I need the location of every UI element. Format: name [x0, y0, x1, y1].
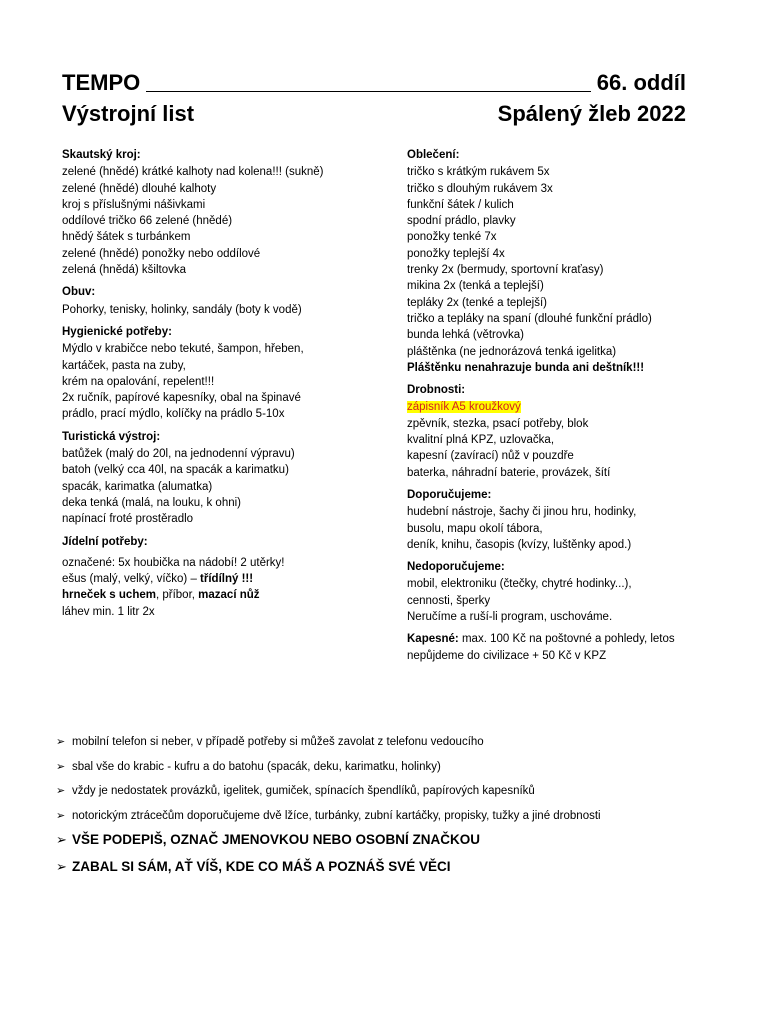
- list-item: cennosti, šperky: [407, 594, 491, 607]
- section-title: Nedoporučujeme:: [407, 561, 505, 574]
- list-item: busolu, mapu okolí tábora,: [407, 522, 543, 535]
- bold-note: Pláštěnku nenahrazuje bunda ani deštník!!!: [407, 361, 645, 374]
- notes-list: [56, 734, 746, 886]
- document-title: Výstrojní list: [62, 101, 195, 126]
- list-section: [62, 284, 382, 318]
- list-item: hudební nástroje, šachy či jinou hru, hodinky,: [407, 506, 637, 519]
- arrow-bullet-icon: ➢: [56, 832, 67, 847]
- list-section: [407, 631, 737, 664]
- section-title: Skautský kroj:: [62, 149, 141, 161]
- bullet-text: VŠE PODEPIŠ, OZNAČ JMENOVKOU NEBO OSOBNÍ ZNAČKOU: [72, 832, 481, 847]
- list-item: zelené (hnědé) dlouhé kalhoty: [62, 182, 217, 195]
- list-item: prádlo, prací mýdlo, kolíčky na prádlo 5-10x: [62, 408, 285, 421]
- list-item: mikina 2x (tenká a teplejší): [407, 280, 544, 293]
- list-item: batoh (velký cca 40l, na spacák a karimatku): [62, 464, 289, 477]
- list-item: batůžek (malý do 20l, na jednodenní výpravu): [62, 448, 295, 461]
- section-title: Obuv:: [62, 286, 96, 299]
- bullet-text: notorickým ztrácečům doporučujeme dvě lžíce, turbánky, zubní kartáčky, propisky, tužky a jiné drobnosti: [72, 809, 601, 822]
- item-text: ešus (malý, velký, víčko) –: [62, 573, 201, 586]
- list-item: ponožky teplejší 4x: [407, 247, 505, 260]
- section-title: Turistická výstroj:: [62, 430, 161, 443]
- event-name: Spálený žleb 2022: [497, 101, 686, 126]
- list-item: láhev min. 1 litr 2x: [62, 605, 155, 618]
- list-item: hnědý šátek s turbánkem: [62, 231, 191, 244]
- list-section: [407, 147, 737, 376]
- title-rule: [146, 91, 591, 92]
- arrow-bullet-icon: ➢: [56, 760, 66, 773]
- bullet-item: [56, 859, 746, 875]
- unit-number: 66. oddíl: [596, 70, 686, 95]
- list-item: nepůjdeme do civilizace + 50 Kč v KPZ: [407, 649, 607, 662]
- list-item: spacák, karimatka (alumatka): [62, 480, 213, 493]
- list-item: zelená (hnědá) kšiltovka: [62, 264, 187, 277]
- arrow-bullet-icon: ➢: [56, 859, 67, 874]
- list-item: kapesní (zavírací) nůž v pouzdře: [407, 450, 574, 463]
- list-item: tričko s krátkým rukávem 5x: [407, 166, 550, 179]
- bullet-item: [56, 808, 746, 824]
- item-emphasis: hrneček s uchem: [62, 589, 156, 602]
- list-item: 2x ručník, papírové kapesníky, obal na špinavé: [62, 392, 301, 405]
- list-item: deník, knihu, časopis (kvízy, luštěnky apod.): [407, 538, 632, 551]
- bullet-item: [56, 734, 746, 750]
- list-item: trenky 2x (bermudy, sportovní kraťasy): [407, 264, 604, 277]
- list-item: bunda lehká (větrovka): [407, 329, 524, 342]
- left-column: [62, 147, 382, 626]
- list-item: zpěvník, stezka, psací potřeby, blok: [407, 417, 589, 430]
- list-item: [407, 631, 737, 647]
- section-title: Oblečení:: [407, 149, 460, 161]
- list-item: baterka, náhradní baterie, provázek, šítí: [407, 466, 611, 479]
- list-section: [407, 382, 737, 481]
- item-text: , příbor,: [155, 589, 199, 602]
- bullet-item: [56, 783, 746, 799]
- list-item: [62, 587, 382, 603]
- list-item: tričko s dlouhým rukávem 3x: [407, 182, 553, 195]
- list-item: tričko a tepláky na spaní (dlouhé funkční prádlo): [407, 312, 652, 325]
- list-section: [407, 559, 737, 625]
- list-section: [407, 487, 737, 553]
- list-item: kroj s příslušnými nášivkami: [62, 198, 206, 211]
- list-section: [62, 534, 382, 620]
- list-item: funkční šátek / kulich: [407, 198, 514, 211]
- list-item: Neručíme a ruší-li program, uschováme.: [407, 611, 613, 624]
- section-title: Drobnosti:: [407, 384, 466, 397]
- list-item: kartáček, pasta na zuby,: [62, 359, 186, 372]
- bullet-item: [56, 832, 746, 848]
- list-item: Mýdlo v krabičce nebo tekuté, šampon, hřeben,: [62, 343, 304, 356]
- arrow-bullet-icon: ➢: [56, 736, 66, 748]
- list-item: [407, 399, 737, 415]
- section-title: Jídelní potřeby:: [62, 535, 148, 548]
- bullet-text: mobilní telefon si neber, v případě potřeby si můžeš zavolat z telefonu vedoucího: [72, 736, 484, 748]
- arrow-bullet-icon: ➢: [56, 809, 66, 822]
- header-row: [62, 70, 686, 96]
- bullet-text: vždy je nedostatek provázků, igelitek, gumiček, spínacích špendlíků, papírových kapesníků: [72, 785, 535, 797]
- item-text: max. 100 Kč na poštovné a pohledy, letos: [458, 633, 675, 646]
- list-item: Pohorky, tenisky, holinky, sandály (boty k vodě): [62, 303, 302, 316]
- list-item: označené: 5x houbička na nádobí! 2 utěrky!: [62, 556, 285, 569]
- list-item: spodní prádlo, plavky: [407, 215, 516, 228]
- list-item: deka tenká (malá, na louku, k ohni): [62, 496, 241, 509]
- bullet-text: sbal vše do krabic - kufru a do batohu (spacák, deku, karimatku, holinky): [72, 760, 441, 773]
- list-item: [62, 571, 382, 587]
- bullet-item: [56, 759, 746, 775]
- list-item: mobil, elektroniku (čtečky, chytré hodinky...),: [407, 578, 632, 591]
- section-title: Hygienické potřeby:: [62, 325, 172, 338]
- right-column: [407, 147, 737, 670]
- list-item: krém na opalování, repelent!!!: [62, 375, 215, 388]
- bullet-text: ZABAL SI SÁM, AŤ VÍŠ, KDE CO MÁŠ A POZNÁŠ SVÉ VĚCI: [72, 859, 451, 874]
- section-title: Kapesné:: [407, 633, 459, 646]
- list-item: zelené (hnědé) ponožky nebo oddílové: [62, 247, 261, 260]
- list-section: [62, 147, 382, 278]
- list-item: napínací froté prostěradlo: [62, 513, 194, 526]
- list-item: ponožky tenké 7x: [407, 231, 497, 244]
- section-title: Doporučujeme:: [407, 488, 492, 501]
- item-emphasis: mazací nůž: [198, 589, 260, 602]
- list-section: [62, 429, 382, 528]
- item-emphasis: třídílný !!!: [200, 573, 254, 586]
- subheader-row: [62, 101, 686, 127]
- list-item: oddílové tričko 66 zelené (hnědé): [62, 215, 233, 228]
- highlighted-item: zápisník A5 kroužkový: [407, 401, 521, 414]
- org-name: TEMPO: [62, 70, 141, 95]
- list-item: zelené (hnědé) krátké kalhoty nad kolena!!! (sukně): [62, 166, 324, 179]
- list-item: tepláky 2x (tenké a teplejší): [407, 296, 547, 309]
- list-item: kvalitní plná KPZ, uzlovačka,: [407, 434, 555, 447]
- list-item: pláštěnka (ne jednorázová tenká igelitka): [407, 345, 617, 358]
- arrow-bullet-icon: ➢: [56, 785, 66, 797]
- list-section: [62, 324, 382, 423]
